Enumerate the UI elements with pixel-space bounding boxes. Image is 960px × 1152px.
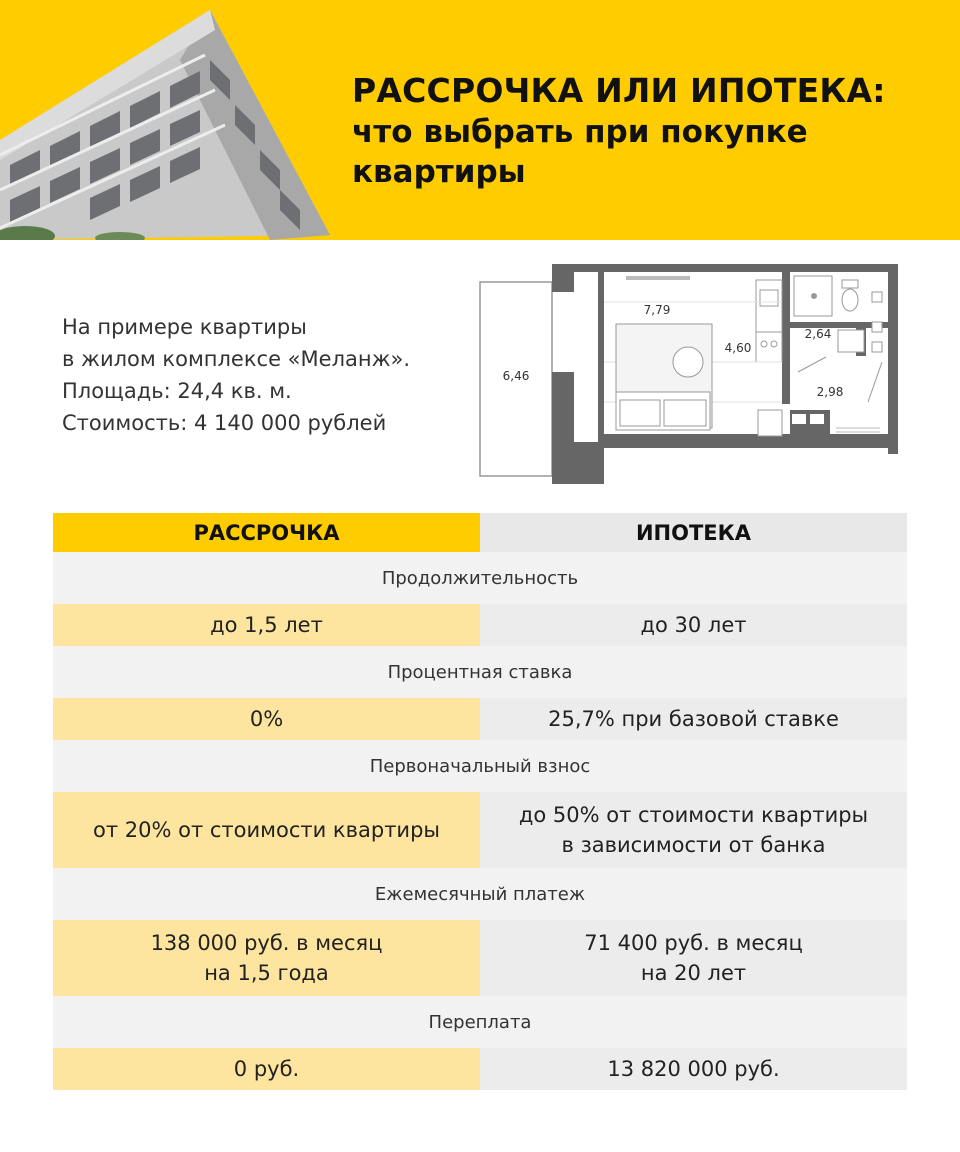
section-duration: Продолжительность xyxy=(53,552,907,604)
area-kitchen-label: 7,79 xyxy=(643,303,671,317)
mortgage-rate: 25,7% при базовой ставке xyxy=(480,698,907,740)
column-header-mortgage: ИПОТЕКА xyxy=(480,513,907,552)
table-header xyxy=(53,513,907,552)
installment-overpayment: 0 руб. xyxy=(53,1048,480,1090)
info-line-2: в жилом комплексе «Меланж». xyxy=(62,347,411,371)
info-line-4: Стоимость: 4 140 000 рублей xyxy=(62,411,387,435)
section-rate: Процентная ставка xyxy=(53,646,907,698)
installment-duration: до 1,5 лет xyxy=(53,604,480,646)
area-balcony-label: 6,46 xyxy=(502,369,530,383)
mortgage-down-payment: до 50% от стоимости квартиры в зависимости от банка xyxy=(480,792,907,868)
installment-down-payment: от 20% от стоимости квартиры xyxy=(53,792,480,868)
section-overpayment: Переплата xyxy=(53,996,907,1048)
floor-plan xyxy=(476,262,900,484)
header-banner xyxy=(0,0,960,240)
column-header-installment: РАССРОЧКА xyxy=(53,513,480,552)
table-row xyxy=(53,604,907,646)
table-row xyxy=(53,698,907,740)
table-row xyxy=(53,920,907,996)
apartment-info xyxy=(62,311,482,439)
area-room-label: 4,60 xyxy=(724,341,752,355)
table-row xyxy=(53,1048,907,1090)
area-bath-label: 2,64 xyxy=(804,327,832,341)
info-line-3: Площадь: 24,4 кв. м. xyxy=(62,379,292,403)
mortgage-duration: до 30 лет xyxy=(480,604,907,646)
area-hall-label: 2,98 xyxy=(816,385,844,399)
section-monthly-payment: Ежемесячный платеж xyxy=(53,868,907,920)
info-line-1: На примере квартиры xyxy=(62,315,307,339)
building-image xyxy=(0,0,330,240)
installment-rate: 0% xyxy=(53,698,480,740)
table-row xyxy=(53,792,907,868)
title-line-2: что выбрать при покупке xyxy=(352,114,808,150)
title-line-3: квартиры xyxy=(352,154,526,190)
installment-monthly-payment: 138 000 руб. в месяц на 1,5 года xyxy=(53,920,480,996)
title-line-1: РАССРОЧКА ИЛИ ИПОТЕКА: xyxy=(352,71,886,110)
mortgage-monthly-payment: 71 400 руб. в месяц на 20 лет xyxy=(480,920,907,996)
section-down-payment: Первоначальный взнос xyxy=(53,740,907,792)
comparison-table xyxy=(53,513,907,1090)
mortgage-overpayment: 13 820 000 руб. xyxy=(480,1048,907,1090)
page-title xyxy=(352,70,932,192)
